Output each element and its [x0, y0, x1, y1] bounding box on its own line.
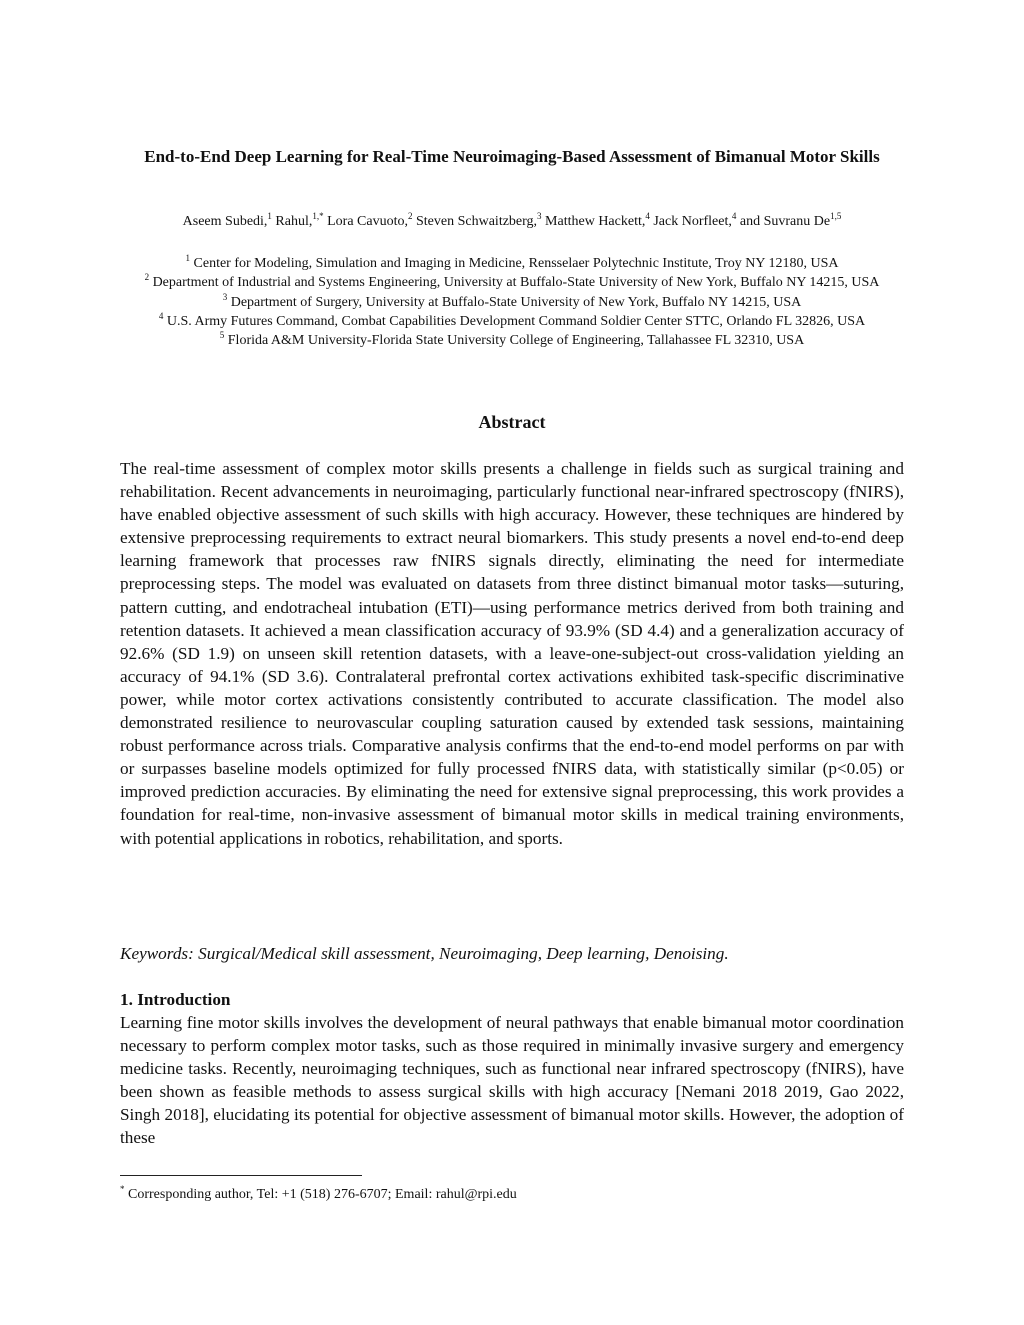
introduction-body: Learning fine motor skills involves the development of neural pathways that enable bimanual motor coordination necessary to perform complex motor tasks, such as those required in minimally invasive surgery and emergency medicine tasks. Recently, neuroimaging techniques, such as functional near infrared spectroscopy (fNIRS), have been shown as feasible methods to assess surgical skills with high accuracy [Nemani 2018 2019, Gao 2022, Singh 2018], elucidating its potential for objective assessment of bimanual motor skills. However, the adoption of these [120, 1013, 904, 1148]
footnote-divider [120, 1175, 362, 1176]
abstract-body: The real-time assessment of complex motor skills presents a challenge in fields such as surgical training and rehabilitation. Recent advancements in neuroimaging, particularly functional near-infrared spectroscopy (fNIRS), have enabled objective assessment of such skills with high accuracy. However, these techniques are hindered by extensive preprocessing requirements to extract neural biomarkers. This study presents a novel end-to-end deep learning framework that processes raw fNIRS signals directly, eliminating the need for intermediate preprocessing steps. The model was evaluated on datasets from three distinct bimanual motor tasks—suturing, pattern cutting, and endotracheal intubation (ETI)—using performance metrics derived from both training and retention datasets. It achieved a mean classification accuracy of 93.9% (SD 4.4) and a generalization accuracy of 92.6% (SD 1.9) on unseen skill retention datasets, with a leave-one-subject-out cross-validation yielding an accuracy of 94.1% (SD 3.6). Contralateral prefrontal cortex activations exhibited task-specific discriminative power, while motor cortex activations consistently contributed to accurate classification. The model also demonstrated resilience to neurovascular coupling saturation caused by extended task sessions, maintaining robust performance across trials. Comparative analysis confirms that the end-to-end model performs on par with or surpasses baseline models optimized for fully processed fNIRS data, with statistically similar (p<0.05) or improved prediction accuracies. By eliminating the need for extensive signal preprocessing, this work provides a foundation for real-time, non-invasive assessment of bimanual motor skills in medical training environments, with potential applications in robotics, rehabilitation, and sports. [120, 459, 904, 848]
author: Rahul,$^{1,*}$ [275, 211, 324, 229]
keywords: Keywords: Surgical/Medical skill assessment, Neuroimaging, Deep learning, Denoising. [120, 944, 729, 963]
author: Aseem Subedi,$^1$ [182, 211, 272, 229]
author: Steven Schwaitzberg,$^3$ [416, 211, 542, 229]
author-list [100, 212, 924, 232]
affiliation: $^1$ Center for Modeling, Simulation and Imaging in Medicine, Rensselaer Polytechnic Institute, Troy NY 12180, USA [185, 253, 839, 271]
abstract-heading: Abstract [478, 412, 546, 432]
author: Jack Norfleet,$^4$ [653, 211, 737, 229]
affiliation: $^5$ Florida A&M University-Florida State University College of Engineering, Tallahassee FL 32310, USA [219, 330, 805, 349]
footnote: * Corresponding author, Tel: +1 (518) 276-6707; Email: rahul@rpi.edu [120, 1184, 517, 1202]
affiliation: $^2$ Department of Industrial and Systems Engineering, University at Buffalo-State University of New York, Buffalo NY 14215, USA [144, 272, 880, 291]
paper-title: End-to-End Deep Learning for Real-Time Neuroimaging-Based Assessment of Bimanual Motor Skills [144, 147, 880, 166]
affiliation: $^3$ Department of Surgery, University at Buffalo-State University of New York, Buffalo NY 14215, USA [222, 291, 802, 310]
author: Lora Cavuoto,$^2$ [327, 211, 413, 229]
author: and Suvranu De$^{1,5}$ [739, 211, 842, 229]
affiliation: $^4$ U.S. Army Futures Command, Combat Capabilities Development Command Soldier Center STTC, Orlando FL 32826, USA [158, 310, 866, 329]
affiliation-list [110, 254, 914, 350]
author: Matthew Hackett,$^4$ [545, 211, 650, 229]
section-heading-introduction: 1. Introduction [120, 990, 231, 1009]
